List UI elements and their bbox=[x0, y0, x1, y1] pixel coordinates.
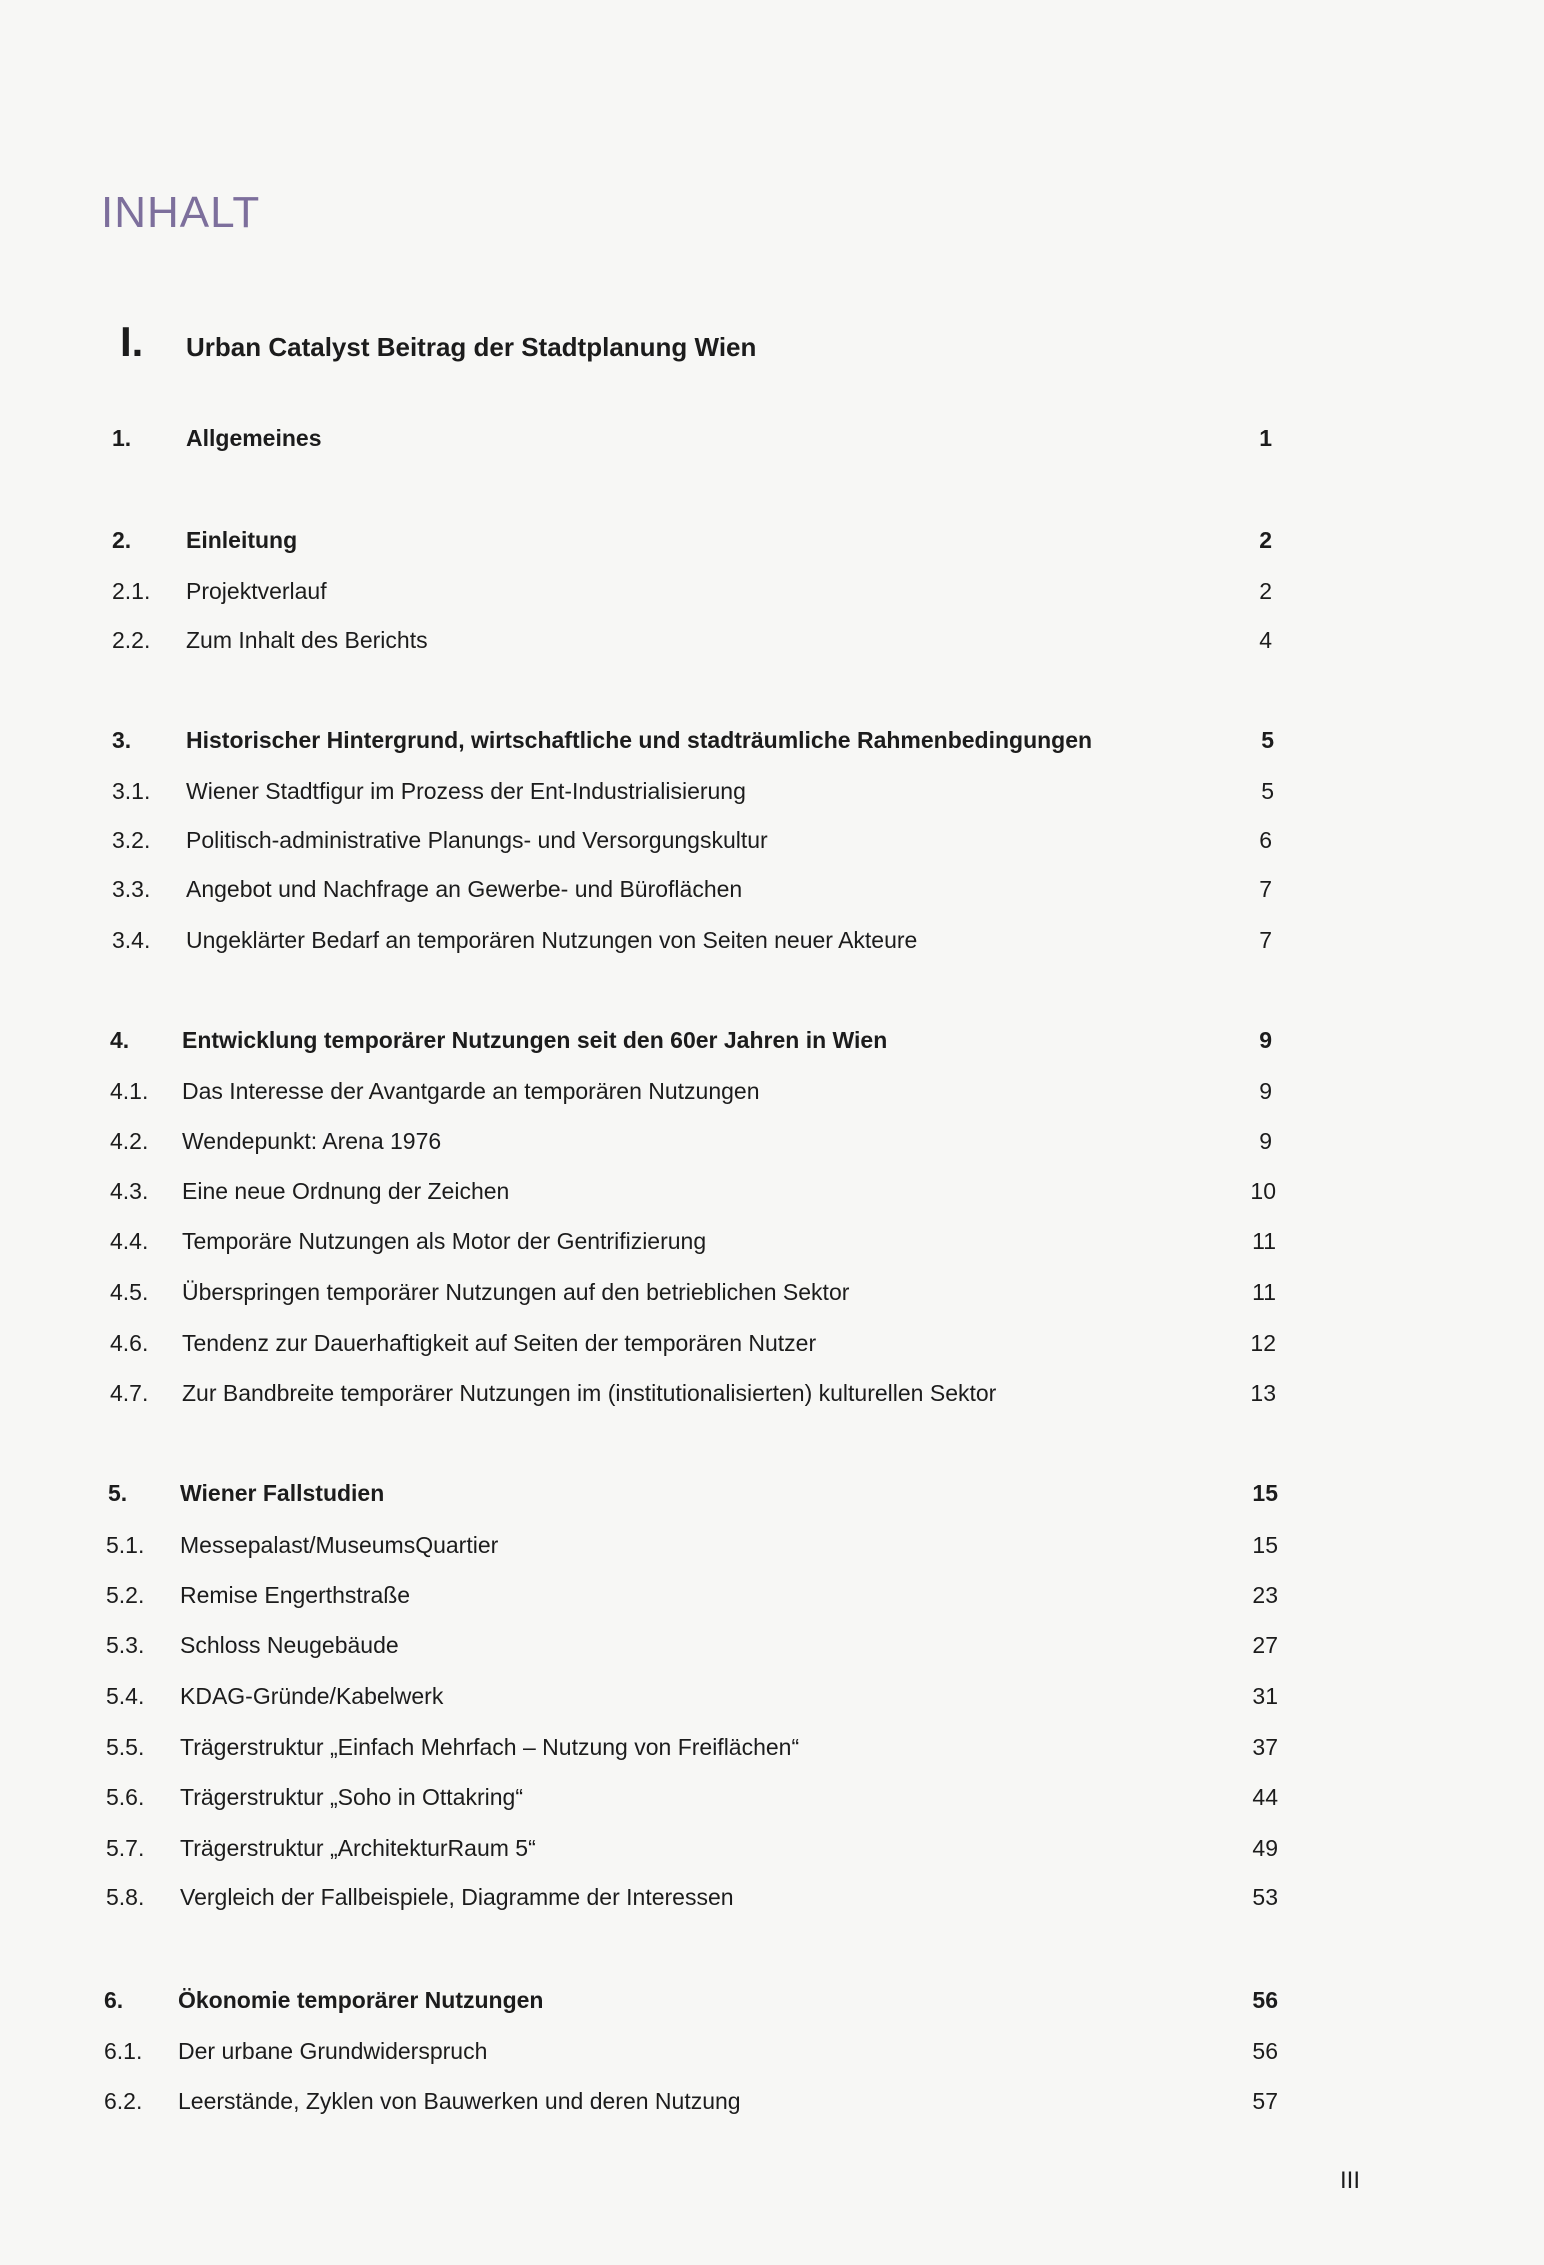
toc-entry-page: 27 bbox=[1252, 1632, 1278, 1658]
toc-entry-number: 4.3. bbox=[110, 1178, 149, 1204]
toc-entry-title: Allgemeines bbox=[186, 425, 322, 451]
toc-entry-page: 9 bbox=[1259, 1078, 1272, 1104]
toc-entry-page: 9 bbox=[1259, 1128, 1272, 1154]
toc-section bbox=[112, 425, 1272, 459]
toc-subsection bbox=[104, 2038, 1278, 2072]
toc-entry-page: 9 bbox=[1259, 1027, 1272, 1053]
toc-entry-number: 5.3. bbox=[106, 1632, 145, 1658]
page-number: III bbox=[1339, 2167, 1360, 2194]
toc-entry-title: KDAG-Gründe/Kabelwerk bbox=[180, 1683, 444, 1709]
toc-entry-number: 6.1. bbox=[104, 2038, 143, 2064]
toc-subsection bbox=[112, 927, 1272, 961]
toc-entry-page: 23 bbox=[1252, 1582, 1278, 1608]
toc-entry-page: 6 bbox=[1259, 827, 1272, 853]
toc-subsection bbox=[110, 1078, 1272, 1112]
toc-entry-title: Wendepunkt: Arena 1976 bbox=[182, 1128, 442, 1154]
toc-subsection bbox=[112, 578, 1272, 612]
toc-entry-title: Eine neue Ordnung der Zeichen bbox=[182, 1178, 510, 1204]
toc-entry-title: Zur Bandbreite temporärer Nutzungen im (institutionalisierten) kulturellen Sektor bbox=[182, 1380, 997, 1406]
toc-entry-page: 11 bbox=[1252, 1279, 1276, 1305]
toc-entry-number: 4.1. bbox=[110, 1078, 149, 1104]
toc-entry-title: Trägerstruktur „Soho in Ottakring“ bbox=[180, 1784, 523, 1810]
toc-subsection bbox=[110, 1228, 1276, 1262]
toc-entry-number: 3.1. bbox=[112, 778, 151, 804]
toc-entry-number: 5.5. bbox=[106, 1734, 145, 1760]
toc-entry-number: 5.1. bbox=[106, 1532, 145, 1558]
toc-entry-number: 5.2. bbox=[106, 1582, 145, 1608]
toc-entry-page: 56 bbox=[1252, 2038, 1278, 2064]
toc-entry-page: 44 bbox=[1252, 1784, 1278, 1810]
part-title: Urban Catalyst Beitrag der Stadtplanung Wien bbox=[186, 332, 757, 362]
toc-section bbox=[110, 1027, 1272, 1061]
toc-entry-title: Messepalast/MuseumsQuartier bbox=[180, 1532, 499, 1558]
toc-entry-title: Projektverlauf bbox=[186, 578, 327, 604]
part-numeral: I. bbox=[120, 318, 144, 365]
toc-subsection bbox=[106, 1632, 1278, 1666]
toc-entry-page: 49 bbox=[1252, 1835, 1278, 1861]
toc-entry-title: Vergleich der Fallbeispiele, Diagramme der Interessen bbox=[180, 1884, 734, 1910]
toc-subsection bbox=[106, 1532, 1278, 1566]
toc-entry-title: Entwicklung temporärer Nutzungen seit den 60er Jahren in Wien bbox=[182, 1027, 888, 1053]
toc-entry-title: Politisch-administrative Planungs- und Versorgungskultur bbox=[186, 827, 768, 853]
toc-entry-number: 3.2. bbox=[112, 827, 151, 853]
toc-entry-number: 4.4. bbox=[110, 1228, 149, 1254]
toc-section bbox=[104, 1987, 1278, 2021]
toc-subsection bbox=[112, 876, 1272, 910]
toc-entry-page: 53 bbox=[1252, 1884, 1278, 1910]
toc-entry-title: Ökonomie temporärer Nutzungen bbox=[178, 1987, 544, 2013]
toc-subsection bbox=[106, 1582, 1278, 1616]
toc-section bbox=[108, 1480, 1278, 1514]
toc-entry-number: 3.3. bbox=[112, 876, 151, 902]
toc-entry-page: 5 bbox=[1261, 778, 1274, 804]
toc-subsection bbox=[112, 627, 1272, 661]
toc-entry-number: 4.5. bbox=[110, 1279, 149, 1305]
toc-entry-number: 4. bbox=[110, 1027, 130, 1053]
toc-entry-title: Historischer Hintergrund, wirtschaftliche und stadträumliche Rahmenbedingungen bbox=[186, 727, 1093, 753]
toc-entry-page: 57 bbox=[1252, 2088, 1278, 2114]
toc-subsection bbox=[106, 1884, 1278, 1918]
toc-entry-number: 2.2. bbox=[112, 627, 151, 653]
toc-subsection bbox=[112, 827, 1272, 861]
toc-subsection bbox=[110, 1330, 1276, 1364]
toc-entry-page: 31 bbox=[1252, 1683, 1278, 1709]
toc-entry-number: 2. bbox=[112, 527, 132, 553]
toc-entry-number: 3. bbox=[112, 727, 132, 753]
toc-entry-page: 13 bbox=[1250, 1380, 1276, 1406]
toc-entry-title: Zum Inhalt des Berichts bbox=[186, 627, 428, 653]
toc-entry-title: Schloss Neugebäude bbox=[180, 1632, 399, 1658]
toc-subsection bbox=[110, 1178, 1276, 1212]
toc-entry-page: 2 bbox=[1259, 527, 1272, 553]
toc-entry-page: 15 bbox=[1252, 1532, 1278, 1558]
part-heading bbox=[120, 318, 756, 366]
toc-entry-page: 5 bbox=[1261, 727, 1274, 753]
toc-entry-page: 7 bbox=[1259, 927, 1272, 953]
toc-entry-page: 7 bbox=[1259, 876, 1272, 902]
toc-entry-title: Trägerstruktur „ArchitekturRaum 5“ bbox=[180, 1835, 536, 1861]
toc-section bbox=[112, 527, 1272, 561]
toc-entry-page: 56 bbox=[1252, 1987, 1278, 2013]
toc-subsection bbox=[106, 1835, 1278, 1869]
toc-entry-number: 5. bbox=[108, 1480, 128, 1506]
toc-entry-page: 12 bbox=[1250, 1330, 1276, 1356]
toc-entry-page: 11 bbox=[1252, 1228, 1276, 1254]
toc-entry-title: Wiener Stadtfigur im Prozess der Ent-Industrialisierung bbox=[186, 778, 746, 804]
toc-entry-number: 3.4. bbox=[112, 927, 151, 953]
toc-entry-number: 2.1. bbox=[112, 578, 151, 604]
toc-entry-number: 4.2. bbox=[110, 1128, 149, 1154]
toc-subsection bbox=[106, 1683, 1278, 1717]
toc-entry-number: 6.2. bbox=[104, 2088, 143, 2114]
toc-entry-page: 10 bbox=[1250, 1178, 1276, 1204]
toc-entry-title: Wiener Fallstudien bbox=[180, 1480, 385, 1506]
toc-subsection bbox=[112, 778, 1274, 812]
toc-entry-title: Einleitung bbox=[186, 527, 298, 553]
toc-entry-title: Der urbane Grundwiderspruch bbox=[178, 2038, 488, 2064]
toc-entry-title: Tendenz zur Dauerhaftigkeit auf Seiten der temporären Nutzer bbox=[182, 1330, 817, 1356]
toc-entry-title: Remise Engerthstraße bbox=[180, 1582, 411, 1608]
toc-entry-number: 5.7. bbox=[106, 1835, 145, 1861]
toc-subsection bbox=[110, 1279, 1276, 1313]
toc-entry-number: 4.6. bbox=[110, 1330, 149, 1356]
toc-subsection bbox=[106, 1734, 1278, 1768]
toc-entry-number: 5.8. bbox=[106, 1884, 145, 1910]
toc-entry-title: Das Interesse der Avantgarde an temporären Nutzungen bbox=[182, 1078, 760, 1104]
toc-entry-page: 37 bbox=[1252, 1734, 1278, 1760]
toc-entry-number: 5.6. bbox=[106, 1784, 145, 1810]
toc-section bbox=[112, 727, 1274, 761]
toc-entry-number: 6. bbox=[104, 1987, 124, 2013]
toc-entry-page: 1 bbox=[1259, 425, 1272, 451]
toc-entry-number: 5.4. bbox=[106, 1683, 145, 1709]
toc-subsection bbox=[106, 1784, 1278, 1818]
toc-entry-title: Ungeklärter Bedarf an temporären Nutzungen von Seiten neuer Akteure bbox=[186, 927, 918, 953]
toc-entry-page: 2 bbox=[1259, 578, 1272, 604]
toc-subsection bbox=[110, 1128, 1272, 1162]
page-title: INHALT bbox=[101, 188, 261, 237]
toc-entry-page: 4 bbox=[1259, 627, 1272, 653]
toc-subsection bbox=[110, 1380, 1276, 1414]
toc-entry-number: 1. bbox=[112, 425, 132, 451]
toc-entry-page: 15 bbox=[1252, 1480, 1278, 1506]
toc-entry-title: Temporäre Nutzungen als Motor der Gentrifizierung bbox=[182, 1228, 707, 1254]
toc-entry-number: 4.7. bbox=[110, 1380, 149, 1406]
toc-entry-title: Trägerstruktur „Einfach Mehrfach – Nutzung von Freiflächen“ bbox=[180, 1734, 800, 1760]
toc-subsection bbox=[104, 2088, 1278, 2122]
toc-entry-title: Leerstände, Zyklen von Bauwerken und deren Nutzung bbox=[178, 2088, 741, 2114]
toc-entry-title: Überspringen temporärer Nutzungen auf den betrieblichen Sektor bbox=[182, 1279, 850, 1305]
toc-entry-title: Angebot und Nachfrage an Gewerbe- und Büroflächen bbox=[186, 876, 743, 902]
